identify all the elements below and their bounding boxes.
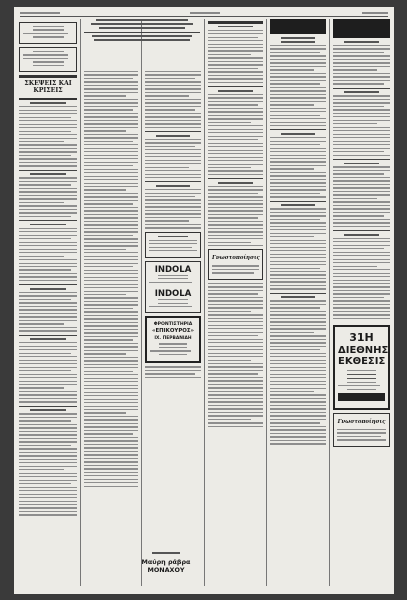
column-banner-right xyxy=(333,19,390,38)
bottom-advert-text: Μαύρη ράβρα ΜΟΝΑΧΟΥ xyxy=(141,557,191,574)
column-rule xyxy=(329,19,330,586)
top-advert-box xyxy=(19,22,77,44)
column-rule xyxy=(204,19,205,586)
newspaper-page xyxy=(14,7,394,594)
advert-box xyxy=(19,47,77,72)
fair-number: 31Η xyxy=(349,331,374,345)
column-2 xyxy=(84,71,138,586)
bottom-advert xyxy=(130,552,202,588)
frontistiria-advert-box xyxy=(145,316,201,363)
indola-brand-2: INDOLA xyxy=(154,289,192,300)
column-3 xyxy=(145,71,201,586)
main-heading: ΣΚΕΨΕΙΣ ΚΑΙ ΚΡΙΣΕΙΣ xyxy=(24,79,72,94)
column-5 xyxy=(270,19,326,586)
fair-title-1: ΔΙΕΘΝΗΣ xyxy=(338,345,389,357)
notice-box-2 xyxy=(333,413,390,447)
notice-box-placeholder xyxy=(145,232,201,258)
column-rule xyxy=(266,19,267,586)
fair-title-2: ΕΚΘΕΣΙΣ xyxy=(338,356,386,368)
indola-brand-1: INDOLA xyxy=(154,264,192,275)
column-banner xyxy=(270,19,326,34)
frontistiria-name: «ΕΠΙΚΟΥΡΟΣ» xyxy=(151,328,195,335)
fair-advert-box xyxy=(333,325,390,410)
column-rule xyxy=(141,19,142,586)
column-1 xyxy=(19,19,77,586)
indola-advert-box xyxy=(145,261,201,314)
frontistiria-title: ΦΡΟΝΤΙΣΤΗΡΙΑ xyxy=(153,322,193,328)
column-rule xyxy=(80,19,81,586)
notice-box-2-title: Γνωστοποίησις xyxy=(337,418,386,425)
frontistiria-person: ΙΧ. ΠΕΡΒΑΝΙΔΗ xyxy=(154,336,192,342)
column-6 xyxy=(333,19,390,586)
notice-box-1 xyxy=(208,249,263,279)
column-4 xyxy=(208,19,263,586)
page-header-line xyxy=(20,10,388,17)
notice-box-1-title: Γνωστοποίησις xyxy=(212,255,260,262)
